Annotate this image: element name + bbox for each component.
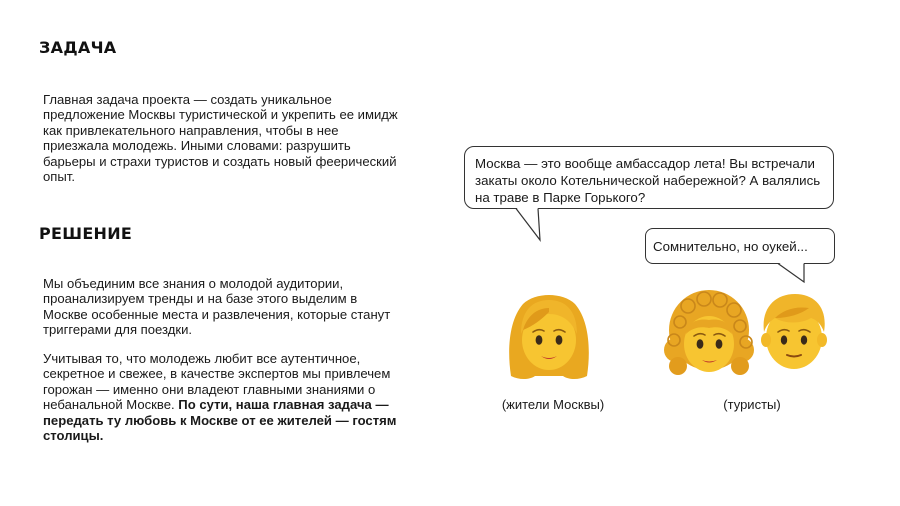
person-blonde-emoji <box>755 290 833 374</box>
woman-blonde-emoji <box>503 290 595 382</box>
solution-paragraph-1: Мы объединим все знания о молодой аудитории, проанализируем тренды и на базе этого выделим в Москве особенные места и развлечения, которые станут триггерами для поездки. <box>43 276 391 338</box>
locals-speech-text: Москва — это вообще амбассадор лета! Вы встречали закаты около Котельнической набережной? А валялись на траве в Парке Горького? <box>475 156 821 205</box>
solution-paragraph-2 <box>43 351 405 443</box>
solution-paragraph-2-bold: По сути, наша главная задача — передать ту любовь к Москве от ее жителей — гостям столицы. <box>43 397 397 444</box>
tourists-speech-bubble <box>645 228 835 264</box>
woman-curly-emoji <box>662 290 756 382</box>
locals-bubble-tail <box>508 207 558 243</box>
solution-heading: РЕШЕНИЕ <box>39 224 133 243</box>
locals-speech-bubble <box>464 146 834 209</box>
task-paragraph: Главная задача проекта — создать уникальное предложение Москвы туристической и укрепить ее имидж как привлекательного направления, чтобы в нее приезжала молодежь. Иными словами: разрушить барьеры и страхи туристов и создать новый феерический опыт. <box>43 92 398 185</box>
tourists-bubble-tail <box>770 262 810 286</box>
task-heading: ЗАДАЧА <box>39 38 117 57</box>
tourists-speech-text: Сомнительно, но оукей... <box>653 239 808 254</box>
tourists-caption: (туристы) <box>723 397 781 412</box>
solution-paragraph-2-text: Учитывая то, что молодежь любит все аутентичное, секретное и свежее, в качестве экспертов мы привлечем горожан — именно они владеют главными знаниями о небанальной Москве. <box>43 351 391 413</box>
locals-caption: (жители Москвы) <box>501 397 605 412</box>
